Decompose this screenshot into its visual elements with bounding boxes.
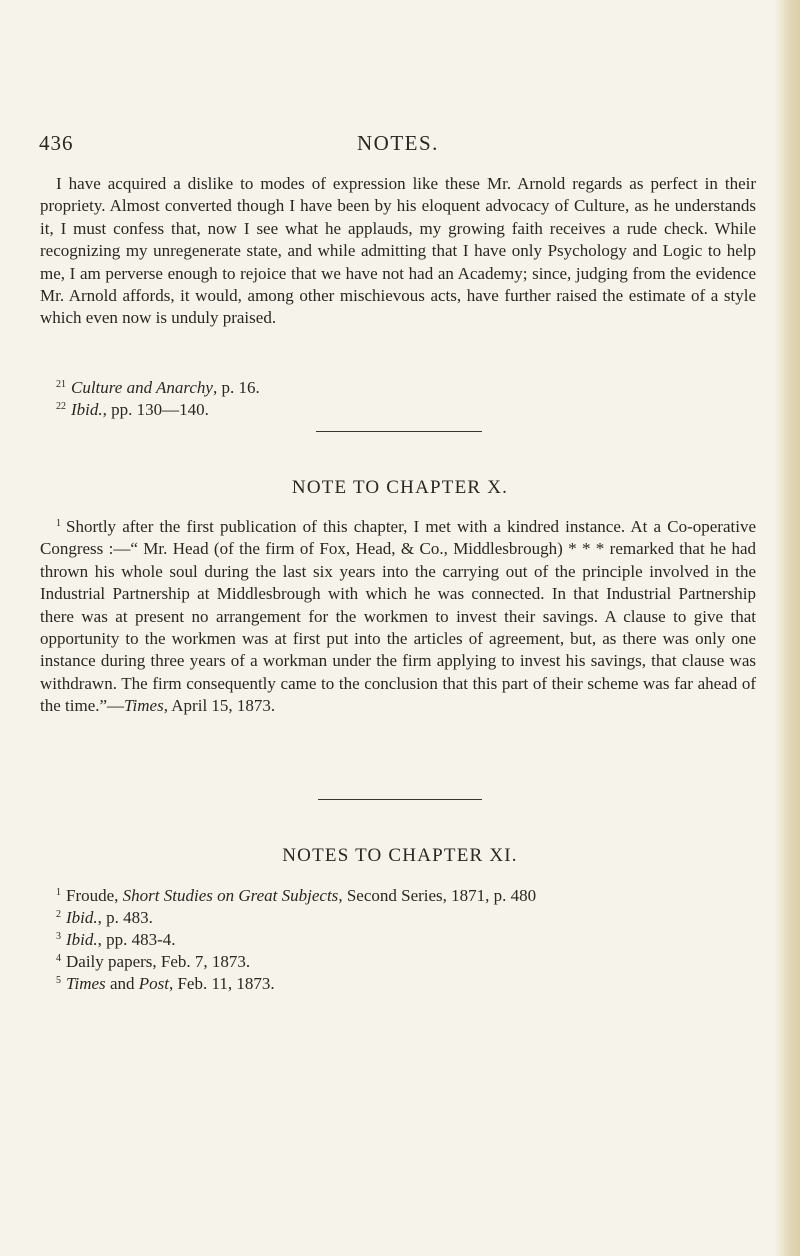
- footnote-22: [56, 396, 209, 421]
- note-mark: 1: [56, 518, 61, 529]
- note-title: Ibid.: [66, 908, 98, 927]
- page-header: [39, 131, 759, 161]
- note-rest: , p. 483.: [97, 908, 153, 927]
- chapter-xi-note-5: [56, 970, 275, 995]
- chapter-x-note: [40, 513, 756, 718]
- note-title: Ibid.: [66, 930, 98, 949]
- footnote-mark: 22: [56, 401, 66, 412]
- note-rest: , Second Series, 1871, p. 480: [338, 886, 537, 905]
- note-title: Short Studies on Great Subjects: [122, 886, 339, 905]
- chapter-xi-title: NOTES TO CHAPTER XI.: [282, 845, 518, 866]
- note-mark: 2: [56, 909, 61, 920]
- note-text: Shortly after the first publication of this chapter, I met with a kindred instance. At a Co-operative Congress :—“ Mr. Head (of the firm of Fox, Head, & Co., Middlesbrough) * * * remarked that he had thrown his whole soul during the last six years into the carrying out of the principle involved in the Industrial Partnership at Middlesbrough with which he was connected. In that Industrial Partnership there was at present no arrangement for the workmen to invest their savings. A clause to give that opportunity to the workmen was at first put into the articles of agreement, but, as there was only one instance during three years of a workman under the firm applying to invest his savings, that clause was withdrawn. The firm consequently came to the conclusion that this part of their scheme was far ahead of the time.”—: [40, 517, 756, 716]
- note-date: , April 15, 1873.: [163, 696, 276, 716]
- note-rest: , pp. 483-4.: [97, 930, 176, 949]
- running-head: NOTES.: [357, 131, 439, 155]
- note-pre: Froude,: [66, 886, 123, 905]
- footnote-rest: , p. 16.: [212, 378, 260, 397]
- note-rest-2: , Feb. 11, 1873.: [168, 974, 275, 993]
- chapter-x-title: NOTE TO CHAPTER X.: [291, 477, 509, 498]
- note-pre: Daily papers, Feb. 7, 1873.: [66, 952, 251, 971]
- note-mark: 4: [56, 953, 61, 964]
- footnote-mark: 21: [56, 379, 66, 390]
- section-divider: [318, 799, 482, 800]
- note-source: Times: [124, 696, 164, 716]
- note-mark: 5: [56, 975, 61, 986]
- section-divider: [316, 431, 482, 432]
- note-rest: and: [105, 974, 139, 993]
- page-edge-shadow: [774, 0, 800, 1256]
- page-number: 436: [39, 131, 74, 155]
- footnote-rest: , pp. 130—140.: [102, 400, 209, 419]
- intro-paragraph: [40, 173, 756, 330]
- note-mark: 1: [56, 887, 61, 898]
- note-title: Times: [66, 974, 106, 993]
- intro-paragraph-text: I have acquired a dislike to modes of expression like these Mr. Arnold regards as perfect in their propriety. Almost converted though I have been by his eloquent advocacy of Culture, as he understands it, I must confess that, now I see what he applauds, my growing faith receives a rude check. While recognizing my unregenerate state, and while admitting that I have only Psychology and Logic to help me, I am perverse enough to rejoice that we have not had an Academy; since, judging from the evidence Mr. Arnold affords, it would, among other mischievous acts, have further raised the estimate of a style which even now is unduly praised.: [40, 174, 756, 328]
- footnote-title: Ibid.: [71, 400, 103, 419]
- footnote-title: Culture and Anarchy: [71, 378, 213, 397]
- note-mark: 3: [56, 931, 61, 942]
- note-title-2: Post: [138, 974, 169, 993]
